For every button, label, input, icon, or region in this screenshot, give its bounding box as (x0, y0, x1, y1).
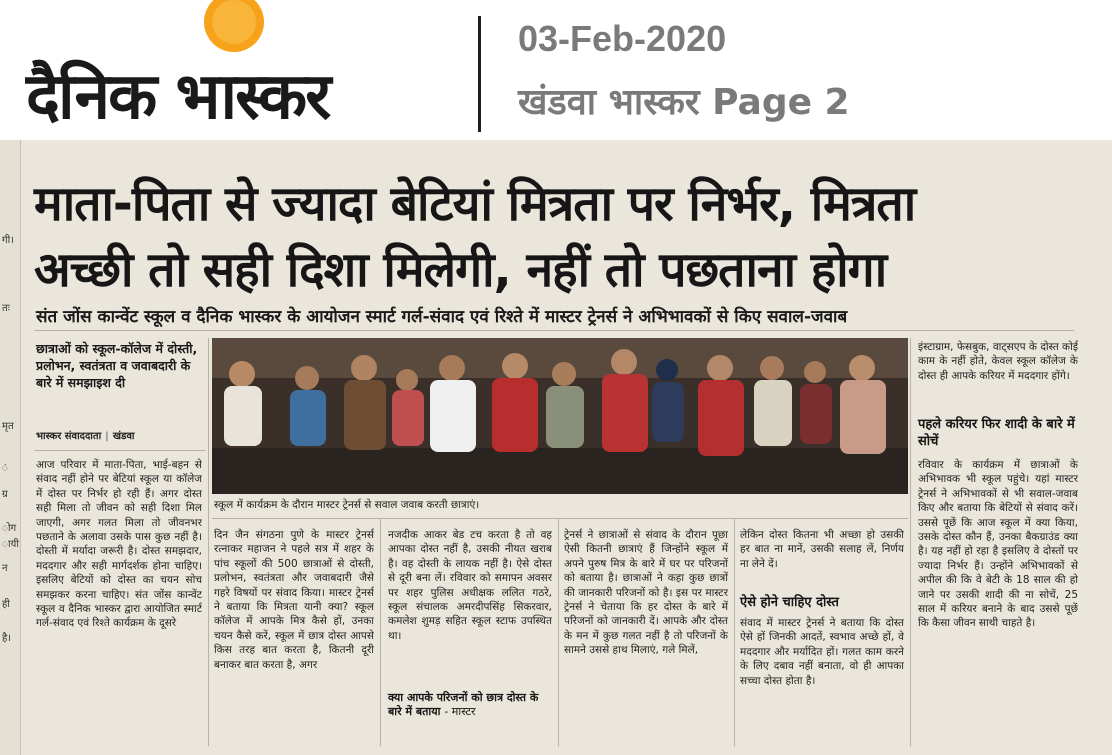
newspaper-clipping (0, 140, 1112, 755)
fragment-text: न (2, 563, 8, 574)
header-divider (478, 16, 481, 132)
newspaper-logo: दैनिक भास्कर (26, 60, 330, 134)
edition-page: खंडवा भास्कर Page 2 (518, 82, 850, 123)
column-rule (208, 338, 209, 746)
divider (212, 518, 908, 519)
article-subheadline: संत जोंस कान्वेंट स्कूल व दैनिक भास्कर के आयोजन स्मार्ट गर्ल-संवाद एवं रिश्ते में मास्टर ट्रेनर्स ने अभिभावकों से किए सवाल-जवाब (36, 307, 848, 327)
article-headline-line2: अच्छी तो सही दिशा मिलेगी, नहीं तो पछताना होगा (34, 242, 887, 298)
article-headline-line1: माता-पिता से ज्यादा बेटियां मित्रता पर निर्भर, मित्रता (34, 176, 916, 232)
article-column-5b: संवाद में मास्टर ट्रेनर्स ने बताया कि दोस्त ऐसे हों जिनकी आदतें, स्वभाव अच्छे हों, वे मददगार और मर्यादित हों। गलत काम करने के लिए दबाव नहीं बनाता, वो ही आपका सच्चा दोस्त होता है। (740, 617, 904, 687)
adjacent-column-fragment (0, 140, 21, 755)
byline: भास्कर संवाददाता | खंडवा (36, 431, 135, 442)
column-rule (558, 518, 559, 746)
article-column-1: आज परिवार में माता-पिता, भाई-बहन से संवाद नहीं होने पर बेटियां स्कूल या कॉलेज में दोस्त पर निर्भर हो रही हैं। अगर दोस्त सही मिला तो जीवन को सही दिशा मिल जाएगी, अगर गलत मिला तो जीवनभर पछताने के अलावा उसके पास कुछ नहीं है। दोस्ती में मर्यादा जरूरी है। दोस्त समझदार, मददगार और सही मार्गदर्शक होना चाहिए। इसलिए बेटियों को दोस्त का चयन सोच समझकर करना चाहिए। संत जोंस कान्वेंट स्कूल व दैनिक भास्कर द्वारा आयोजित स्मार्ट गर्ल-संवाद एवं रिश्ते कार्यक्रम के दूसरे (36, 459, 202, 630)
divider (34, 330, 1074, 331)
fragment-text: ं (2, 463, 8, 474)
fragment-text: ग्र (2, 489, 8, 500)
fragment-text: गी। (2, 235, 15, 246)
sun-logo-icon (198, 0, 270, 58)
column-3-subheading (388, 691, 552, 719)
fragment-text: मृत (2, 421, 14, 432)
article-column-5: लेकिन दोस्त कितना भी अच्छा हो उसकी हर बात ना मानें, उसकी सलाह लें, निर्णय ना लेने दें। (740, 529, 904, 570)
column-rule (910, 338, 911, 746)
photo-illustration (212, 338, 908, 494)
subheading-tail: - मास्टर (444, 705, 476, 718)
masthead-header (0, 0, 1112, 140)
subheading-text: क्या आपके परिजनों को छात्र दोस्त के बारे में बताया (388, 691, 539, 718)
article-column-6-top: इंस्टाग्राम, फेसबुक, वाट्सएप के दोस्त कोई काम के नहीं होते, केवल स्कूल कॉलेज के दोस्त ही आपके करियर में मददगार होंगे। (918, 341, 1078, 382)
byline-place: खंडवा (112, 431, 135, 442)
edition-date: 03-Feb-2020 (518, 18, 727, 59)
article-column-3: नजदीक आकर बेड टच करता है तो वह आपका दोस्त नहीं है, उसकी नीयत खराब है। वह दोस्ती के लायक नहीं है। ऐसे दोस्त से दूरी बना लें। रविवार को समापन अवसर पर शहर पुलिस अधीक्षक ललित गठरे, स्कूल संचालक अमरदीपसिंह सिकरवार, कमलेश शुमड़ सहित स्कूल स्टाफ उपस्थित था। (388, 529, 552, 642)
column-5-subheading: ऐसे होने चाहिए दोस्त (740, 595, 839, 610)
fragment-text: ायी (2, 539, 19, 550)
article-column-6: रविवार के कार्यक्रम में छात्राओं के अभिभावक भी स्कूल पहुंचे। यहां मास्टर ट्रेनर्स ने अभिभावकों से भी सवाल-जवाब किए और बताया कि बेटियों से संवाद करें। उससे पूछें कि आज स्कूल में क्या किया, उसके दोस्त कौन हैं, उनका बैकग्राउंड क्या है। यह नहीं हो रहा है इसलिए वे दोस्तों पर ज्यादा निर्भर हैं। उन्होंने अभिभावकों से अपील की कि वे बेटी के 18 साल की हो जाने पर उसकी शादी की ना सोचें, 25 साल में करियर बनाने के बाद उससे पूछें कि कैसा जीवन साथी चाहते है। (918, 459, 1078, 630)
article-column-4: ट्रेनर्स ने छात्राओं से संवाद के दौरान पूछा ऐसी कितनी छात्राएं हैं जिन्होंने स्कूल में अपने पुरुष मित्र के बारे में घर पर परिजनों को बताया है। छात्राओं ने कहा कुछ छात्रों की जानकारी परिजनों को है। इस पर मास्टर ट्रेनर्स ने चेताया कि हर दोस्त के बारे में परिजनों को जानकारी दें। आपके और दोस्त के मन में कुछ गलत नहीं है तो परिजनों के सामने उससे हाथ मिलाएं, गले मिलें, (564, 529, 728, 657)
fragment-text: ोग (2, 523, 17, 534)
fragment-text: ही (2, 599, 10, 610)
divider (34, 450, 206, 451)
column-rule (734, 518, 735, 746)
column-6-subheading: पहले करियर फिर शादी के बारे में सोचें (918, 417, 1075, 449)
photo-caption: स्कूल में कार्यक्रम के दौरान मास्टर ट्रेनर्स से सवाल जवाब करती छात्राएं। (214, 499, 480, 511)
article-intro: छात्राओं को स्कूल-कॉलेज में दोस्ती, प्रलोभन, स्वतंत्रता व जवाबदारी के बारे में समझाइश दी (36, 341, 198, 390)
column-rule (380, 518, 381, 746)
fragment-text: है। (2, 633, 12, 644)
byline-author: भास्कर संवाददाता (36, 431, 102, 442)
event-photo (212, 338, 908, 494)
article-column-2: दिन जैन संगठना पुणे के मास्टर ट्रेनर्स रत्नाकर महाजन ने पहले सत्र में शहर के पांच स्कूलों की 500 छात्राओं से दोस्ती, प्रलोभन, स्वतंत्रता और जवाबदारी जैसे गहरे विषयों पर संवाद किया। मास्टर ट्रेनर्स ने बताया कि मित्रता यानी क्या? स्कूल कॉलेज में आपके मित्र कैसे हों, उनका चयन कैसे करें, स्कूल में छात्र दोस्त आपसे किस तरह बात करता है, कितनी दूरी बनाकर बात करता है, अगर (214, 529, 374, 671)
fragment-text: तः (2, 303, 10, 314)
